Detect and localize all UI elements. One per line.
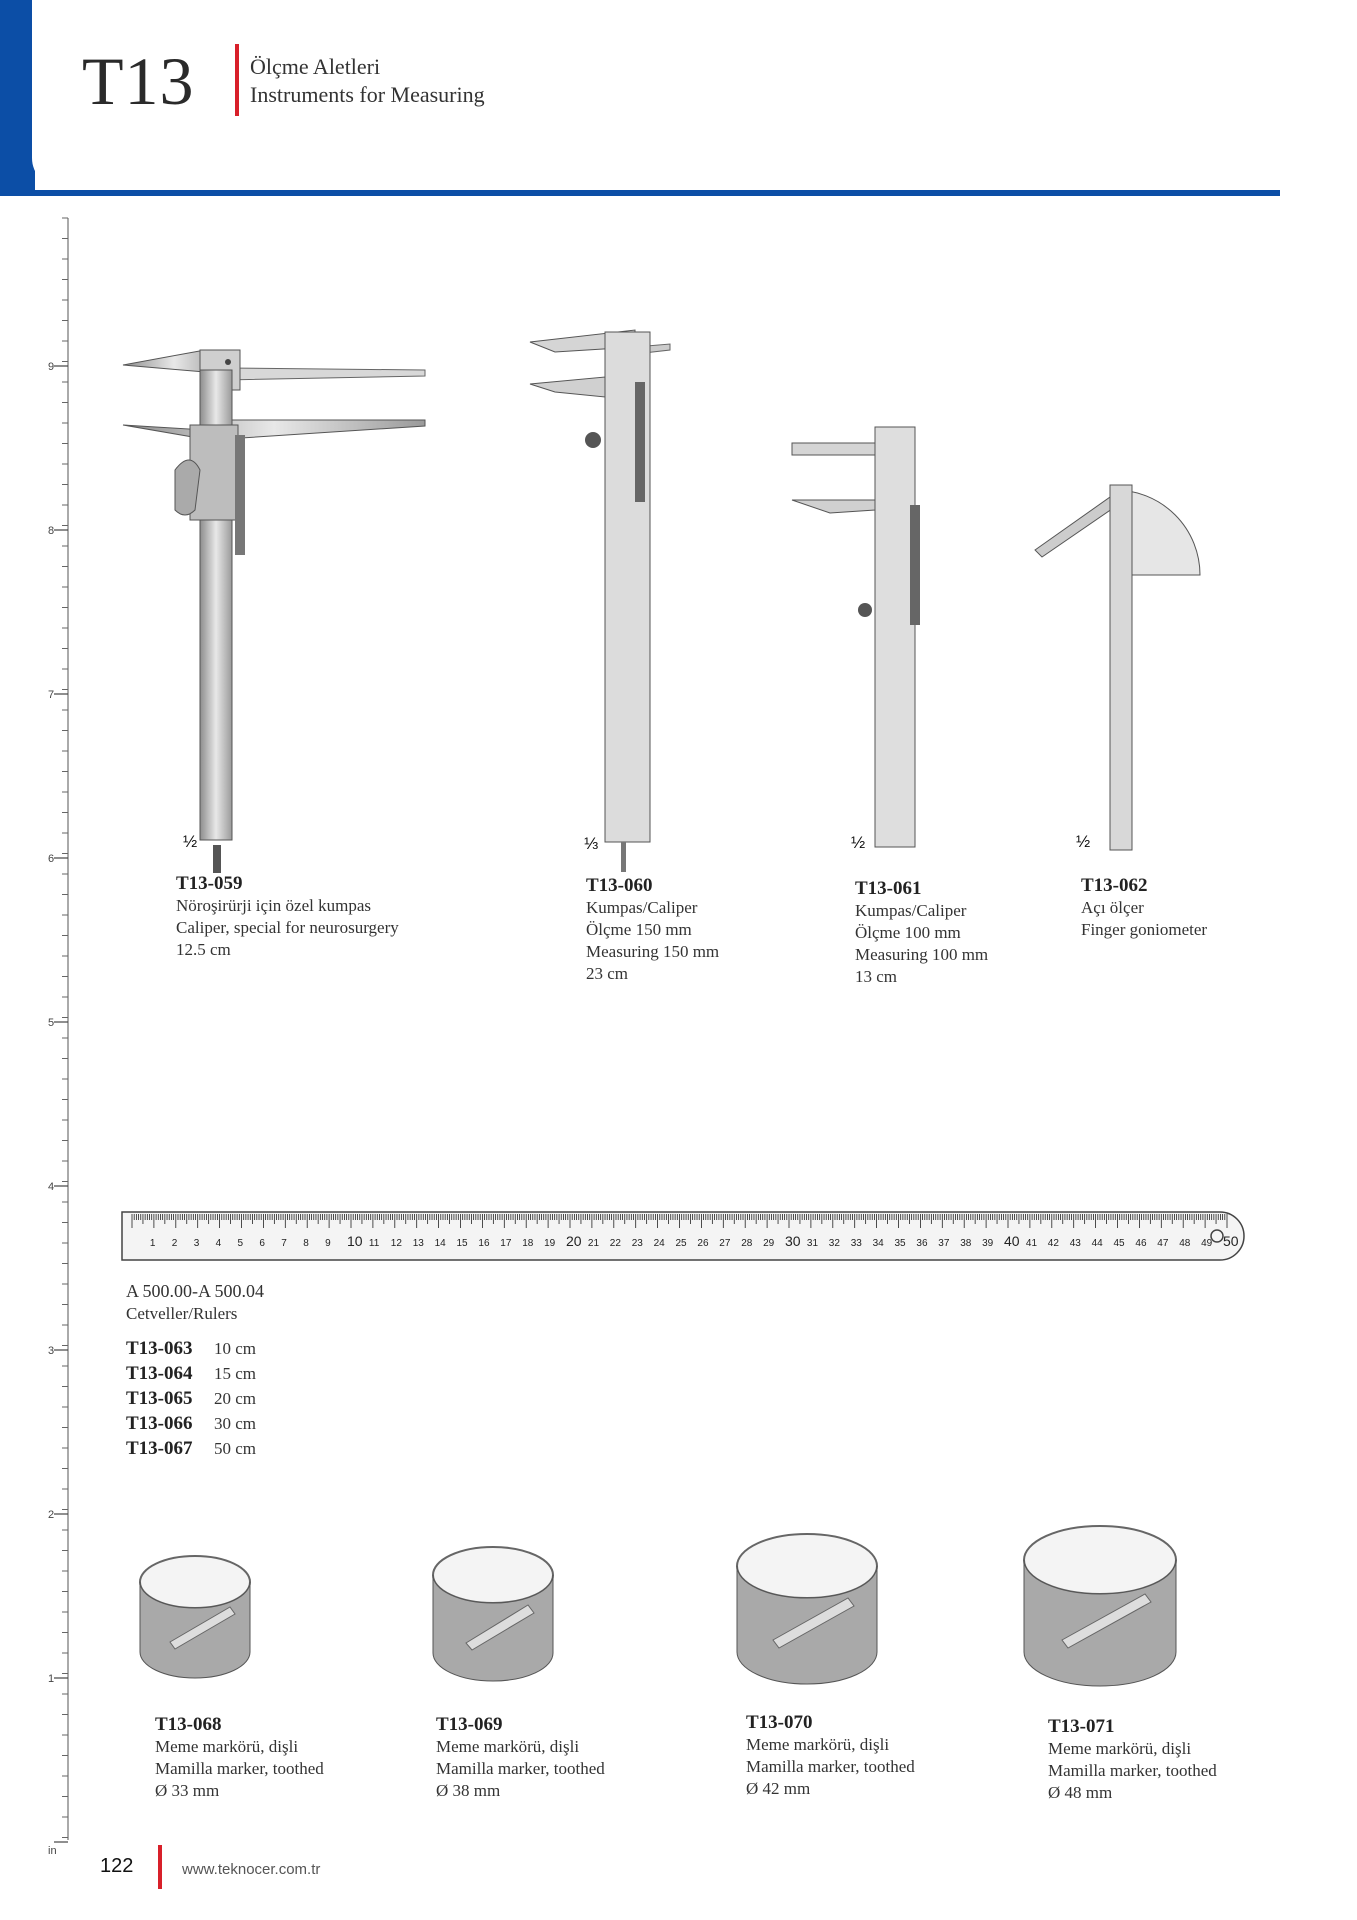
product-code: T13-062 (1081, 875, 1148, 896)
ruler-number: 41 (1025, 1238, 1038, 1249)
product-desc-en: Mamilla marker, toothed (436, 1759, 605, 1778)
header-panel (32, 0, 1292, 188)
product-desc-en: Mamilla marker, toothed (1048, 1761, 1217, 1780)
mamilla-marker-48-image (1020, 1522, 1180, 1692)
ruler-number: 48 (1179, 1238, 1191, 1249)
product-desc-tr: Meme markörü, dişli (155, 1737, 299, 1756)
product-T13-062 (1081, 875, 1207, 941)
header-blue-tab (0, 0, 35, 195)
product-desc-tr: Nöroşirürji için özel kumpas (176, 896, 371, 915)
ruler-number: 15 (456, 1238, 468, 1249)
ruler-item (126, 1388, 256, 1410)
product-T13-061 (855, 878, 988, 988)
product-measure-tr: Ölçme 100 mm (855, 923, 961, 942)
ruler-number: 37 (938, 1238, 950, 1249)
ruler-number: 32 (828, 1238, 840, 1249)
inch-ruler-label: 4 (48, 1181, 55, 1193)
ruler-item (126, 1363, 256, 1385)
product-desc-en: Finger goniometer (1081, 920, 1208, 939)
product-desc-tr: Meme markörü, dişli (436, 1737, 580, 1756)
product-size: 13 cm (855, 967, 898, 986)
ruler-number: 24 (653, 1238, 665, 1249)
product-measure-en: Measuring 150 mm (586, 942, 720, 961)
ruler-number: 12 (390, 1238, 402, 1249)
ruler-number: 34 (872, 1238, 884, 1249)
ruler-number: 35 (894, 1238, 906, 1249)
ruler-number: 19 (544, 1238, 556, 1249)
caliper-neurosurgery-image (115, 340, 435, 860)
ruler-number: 29 (763, 1238, 775, 1249)
product-desc: Kumpas/Caliper (855, 901, 967, 920)
ruler-number: 28 (741, 1238, 753, 1249)
product-T13-070 (746, 1712, 915, 1800)
ruler-number: 18 (522, 1238, 534, 1249)
ruler-number: 1 (149, 1238, 156, 1249)
inch-ruler-label: 7 (48, 689, 55, 701)
header-rule (0, 190, 1280, 196)
inch-ruler-label: 8 (48, 525, 55, 537)
product-size: Ø 48 mm (1048, 1783, 1113, 1802)
section-title-tr: Ölçme Aletleri (250, 54, 381, 79)
product-size: Ø 38 mm (436, 1781, 501, 1800)
inch-ruler (40, 218, 72, 1857)
mamilla-marker-33-image (135, 1552, 255, 1687)
product-desc-tr: Meme markörü, dişli (746, 1735, 890, 1754)
ruler-number: 38 (960, 1238, 972, 1249)
mamilla-marker-38-image (428, 1543, 558, 1688)
ruler-number: 20 (566, 1233, 582, 1249)
ruler-item (126, 1338, 256, 1360)
ruler-number: 31 (806, 1238, 819, 1249)
ruler-number: 25 (675, 1238, 687, 1249)
product-size: 12.5 cm (176, 940, 231, 959)
product-size: Ø 33 mm (155, 1781, 220, 1800)
ruler-number: 16 (478, 1238, 490, 1249)
product-measure-tr: Ölçme 150 mm (586, 920, 692, 939)
ruler-number: 5 (237, 1238, 244, 1249)
inch-ruler-label: 5 (48, 1017, 55, 1029)
ruler-number: 26 (697, 1238, 709, 1249)
ruler-number: 42 (1047, 1238, 1059, 1249)
ruler-number: 4 (215, 1238, 222, 1249)
ruler-number: 13 (412, 1238, 424, 1249)
ruler-number: 8 (303, 1238, 309, 1249)
product-size: 50 cm (214, 1439, 257, 1458)
ruler-number: 47 (1157, 1238, 1169, 1249)
ruler-number: 22 (609, 1238, 621, 1249)
product-T13-068 (155, 1714, 324, 1802)
product-desc-en: Caliper, special for neurosurgery (176, 918, 399, 937)
product-desc-tr: Meme markörü, dişli (1048, 1739, 1192, 1758)
product-code: T13-070 (746, 1712, 813, 1733)
product-code: T13-064 (126, 1363, 193, 1384)
scale-label: ½ (851, 833, 866, 852)
product-code: T13-063 (126, 1338, 193, 1359)
section-divider (235, 44, 239, 116)
product-code: T13-069 (436, 1714, 503, 1735)
inch-ruler-label: 9 (48, 361, 55, 373)
scale-label: ⅓ (584, 834, 599, 853)
product-size: 30 cm (214, 1414, 257, 1433)
product-size: Ø 42 mm (746, 1779, 811, 1798)
inch-ruler-label: 3 (48, 1345, 55, 1357)
inch-ruler-label: 1 (48, 1673, 55, 1685)
ruler-number: 50 (1223, 1233, 1239, 1249)
product-desc-en: Mamilla marker, toothed (155, 1759, 324, 1778)
steel-ruler-image (120, 1210, 1245, 1262)
product-measure-en: Measuring 100 mm (855, 945, 989, 964)
ruler-item (126, 1438, 256, 1460)
ruler-number: 11 (368, 1238, 380, 1249)
inch-ruler-label: 6 (48, 853, 55, 865)
ruler-number: 6 (259, 1238, 265, 1249)
mamilla-marker-42-image (733, 1530, 881, 1690)
ruler-number: 45 (1113, 1238, 1125, 1249)
ruler-name: Cetveller/Rulers (126, 1304, 238, 1323)
ruler-number: 44 (1091, 1238, 1103, 1249)
ruler-number: 7 (281, 1238, 287, 1249)
product-code: T13-066 (126, 1413, 193, 1434)
ruler-number: 39 (982, 1238, 994, 1249)
product-size: 15 cm (214, 1364, 257, 1383)
product-desc-tr: Açı ölçer (1081, 898, 1144, 917)
ruler-number: 10 (347, 1233, 363, 1249)
product-code: T13-068 (155, 1714, 222, 1735)
ruler-number: 21 (587, 1238, 600, 1249)
inch-ruler-label: in (48, 1845, 57, 1857)
ruler-number: 27 (719, 1238, 731, 1249)
section-code: T13 (82, 43, 195, 119)
ruler-number: 14 (434, 1238, 446, 1249)
product-code: T13-065 (126, 1388, 193, 1409)
ruler-number: 3 (193, 1238, 200, 1249)
ruler-number: 49 (1201, 1238, 1213, 1249)
product-size: 23 cm (586, 964, 629, 983)
goniometer-image (1030, 425, 1210, 855)
scale-label: ½ (183, 832, 198, 851)
ruler-number: 46 (1135, 1238, 1147, 1249)
caliper-100mm-image (790, 425, 935, 855)
product-desc: Kumpas/Caliper (586, 898, 698, 917)
caliper-150mm-image (525, 322, 675, 867)
product-code: T13-071 (1048, 1716, 1115, 1737)
product-T13-059 (176, 873, 399, 961)
ruler-number: 30 (785, 1233, 801, 1249)
ruler-model-range: A 500.00-A 500.04 (126, 1281, 265, 1301)
ruler-number: 33 (850, 1238, 862, 1249)
ruler-number: 43 (1069, 1238, 1081, 1249)
product-size: 10 cm (214, 1339, 257, 1358)
product-T13-069 (436, 1714, 605, 1802)
product-code: T13-061 (855, 878, 922, 899)
ruler-number: 40 (1004, 1233, 1020, 1249)
product-T13-071 (1048, 1716, 1217, 1804)
ruler-number: 9 (325, 1238, 331, 1249)
footer-url[interactable]: www.teknocer.com.tr (182, 1861, 321, 1878)
product-T13-060 (586, 875, 719, 985)
product-size: 20 cm (214, 1389, 257, 1408)
product-code: T13-067 (126, 1438, 193, 1459)
product-code: T13-059 (176, 873, 243, 894)
product-code: T13-060 (586, 875, 653, 896)
page-number: 122 (100, 1855, 134, 1877)
product-desc-en: Mamilla marker, toothed (746, 1757, 915, 1776)
ruler-number: 23 (631, 1238, 643, 1249)
inch-ruler-label: 2 (48, 1509, 55, 1521)
scale-label: ½ (1076, 832, 1091, 851)
ruler-number: 2 (171, 1238, 178, 1249)
ruler-number: 17 (500, 1238, 512, 1249)
ruler-number: 36 (916, 1238, 928, 1249)
ruler-item (126, 1413, 256, 1435)
footer-divider (158, 1845, 162, 1889)
section-title-en: Instruments for Measuring (250, 82, 485, 107)
